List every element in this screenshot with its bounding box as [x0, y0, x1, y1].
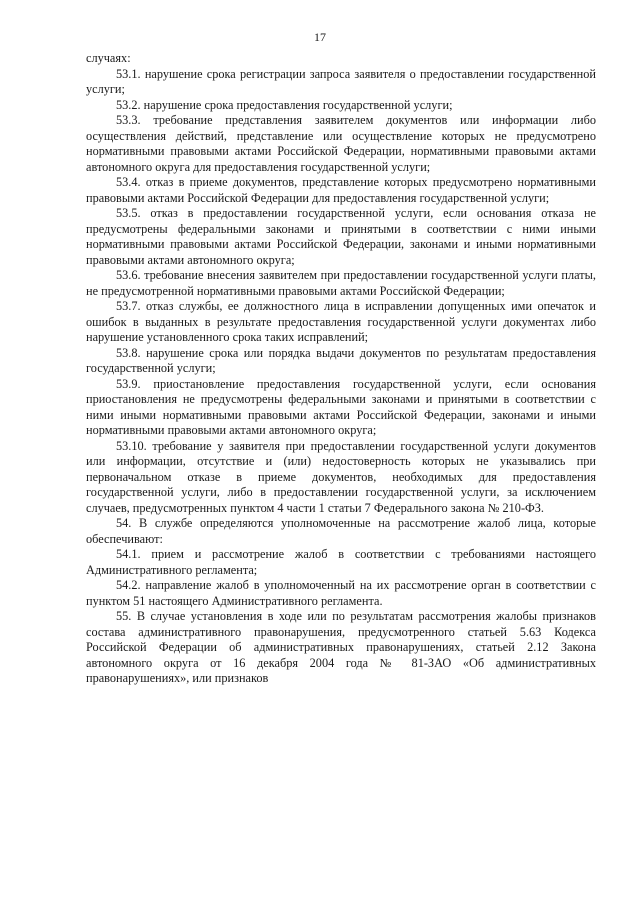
paragraph-53-8: 53.8. нарушение срока или порядка выдачи документов по результатам предоставления государственной услуги; — [86, 345, 596, 375]
paragraph-53-6: 53.6. требование внесения заявителем при предоставлении государственной услуги платы, не предусмотренной нормативными правовыми актами Российской Федерации; — [86, 268, 596, 298]
paragraph-intro: случаях: — [86, 51, 131, 65]
paragraph-53-4: 53.4. отказ в приеме документов, представление которых предусмотрено нормативными правовыми актами Российской Федерации для предоставления государственной услуги; — [86, 175, 596, 205]
paragraph-53-9: 53.9. приостановление предоставления государственной услуги, если основания приостановления не предусмотрены федеральными законами и принятыми в соответствии с ними иными нормативными правовыми актами Российской Федерации, законами и иными нормативными правовыми актами автономного округа; — [86, 376, 596, 437]
paragraph-53-1: 53.1. нарушение срока регистрации запроса заявителя о предоставлении государственной услуги; — [86, 66, 596, 96]
paragraph-54: 54. В службе определяются уполномоченные на рассмотрение жалоб лица, которые обеспечивают: — [86, 516, 596, 546]
paragraph-55: 55. В случае установления в ходе или по результатам рассмотрения жалобы признаков состава административного правонарушения, предусмотренного статьей 5.63 Кодекса Российской Федерации об административных правонарушениях, статьей 2.12 Закона автономного округа от 16 декабря 2004 года № 81-ЗАО «Об административных правонарушениях», или признаков — [86, 609, 596, 685]
paragraph-53-2: 53.2. нарушение срока предоставления государственной услуги; — [116, 97, 453, 112]
page-number: 17 — [314, 30, 326, 44]
paragraph-54-1: 54.1. прием и рассмотрение жалоб в соответствии с требованиями настоящего Административного регламента; — [86, 547, 596, 577]
paragraph-53-5: 53.5. отказ в предоставлении государственной услуги, если основания отказа не предусмотрены федеральными законами и принятыми в соответствии с ними иными нормативными правовыми актами Российской Федерации, законами и иными нормативными правовыми актами автономного округа; — [86, 206, 596, 267]
paragraph-54-2: 54.2. направление жалоб в уполномоченный на их рассмотрение орган в соответствии с пунктом 51 настоящего Административного регламента. — [86, 578, 596, 608]
document-body — [86, 51, 596, 687]
paragraph-53-10: 53.10. требование у заявителя при предоставлении государственной услуги документов или информации, отсутствие и (или) недостоверность которых не указывались при первоначальном отказе в приеме документов, необходимых для предоставления государственной услуги, либо в предоставлении государственной услуги, за исключением случаев, предусмотренных пунктом 4 части 1 статьи 7 Федерального закона № 210-ФЗ. — [86, 438, 596, 515]
paragraph-53-3: 53.3. требование представления заявителем документов или информации либо осуществления действий, представление или осуществление которых не предусмотрено нормативными правовыми актами Российской Федерации, нормативными правовыми актами автономного округа для предоставления государственной услуги; — [86, 113, 596, 174]
paragraph-53-7: 53.7. отказ службы, ее должностного лица в исправлении допущенных ими опечаток и ошибок в выданных в результате предоставления государственной услуги документах либо нарушение установленного срока таких исправлений; — [86, 299, 596, 344]
